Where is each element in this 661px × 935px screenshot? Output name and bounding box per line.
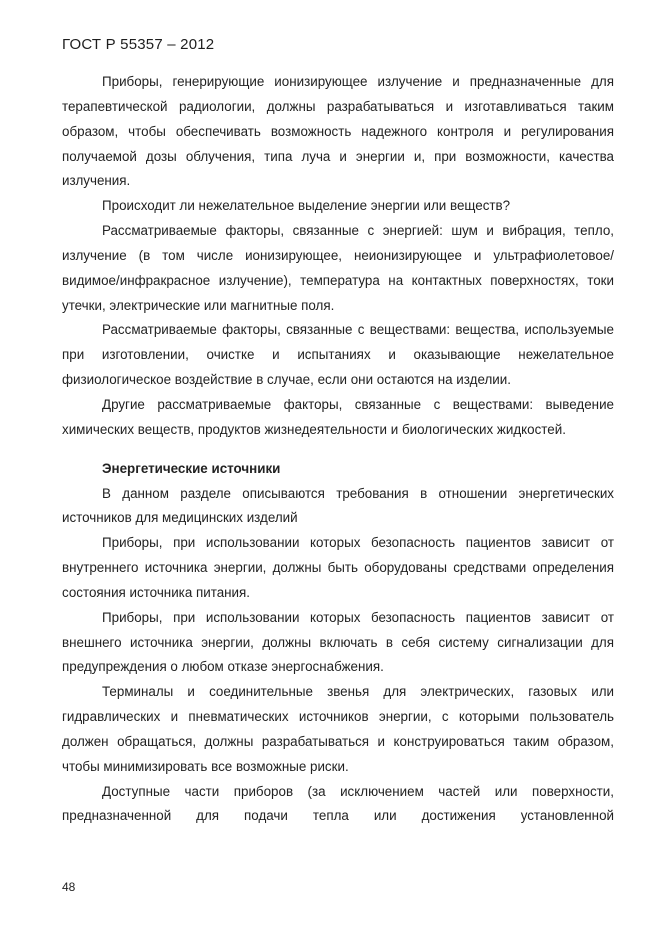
paragraph: Терминалы и соединительные звенья для электрических, газовых или гидравлических и пневматических источников энергии, с которыми пользователь должен обращаться, должны разрабатываться и конструироваться таким образом, чтобы минимизировать все возможные риски.	[62, 684, 614, 774]
page-number: 48	[62, 880, 76, 894]
document-header: ГОСТ Р 55357 – 2012	[62, 36, 215, 53]
paragraph: В данном разделе описываются требования в отношении энергетических источников для медицинских изделий	[62, 485, 614, 526]
paragraph: Происходит ли нежелательное выделение энергии или веществ?	[102, 198, 511, 214]
paragraph: Приборы, генерирующие ионизирующее излучение и предназначенные для терапевтической радиологии, должны разрабатываться и изготавливаться таким образом, чтобы обеспечивать возможность надежного контроля и регулирования получаемой дозы облучения, типа луча и энергии и, при возможности, качества излучения.	[62, 74, 614, 189]
document-body	[62, 70, 614, 829]
section-heading: Энергетические источники	[102, 460, 281, 476]
paragraph: Другие рассматриваемые факторы, связанные с веществами: выведение химических веществ, продуктов жизнедеятельности и биологических жидкостей.	[62, 396, 614, 437]
paragraph: Рассматриваемые факторы, связанные с веществами: вещества, используемые при изготовлении, очистке и испытаниях и оказывающие нежелательное физиологическое воздействие в случае, если они остаются на изделии.	[62, 322, 614, 388]
paragraph: Приборы, при использовании которых безопасность пациентов зависит от внешнего источника энергии, должны включать в себя систему сигнализации для предупреждения о любом отказе энергоснабжения.	[62, 609, 614, 675]
paragraph: Приборы, при использовании которых безопасность пациентов зависит от внутреннего источника энергии, должны быть оборудованы средствами определения состояния источника питания.	[62, 535, 614, 600]
paragraph: Доступные части приборов (за исключением частей или поверхности, предназначенной для подачи тепла или достижения установленной	[62, 783, 614, 824]
paragraph: Рассматриваемые факторы, связанные с энергией: шум и вибрация, тепло, излучение (в том числе ионизирующее, неионизирующее и ультрафиолетовое/видимое/инфракрасное излучение), температура на контактных поверхностях, токи утечки, электрические или магнитные поля.	[62, 223, 614, 313]
